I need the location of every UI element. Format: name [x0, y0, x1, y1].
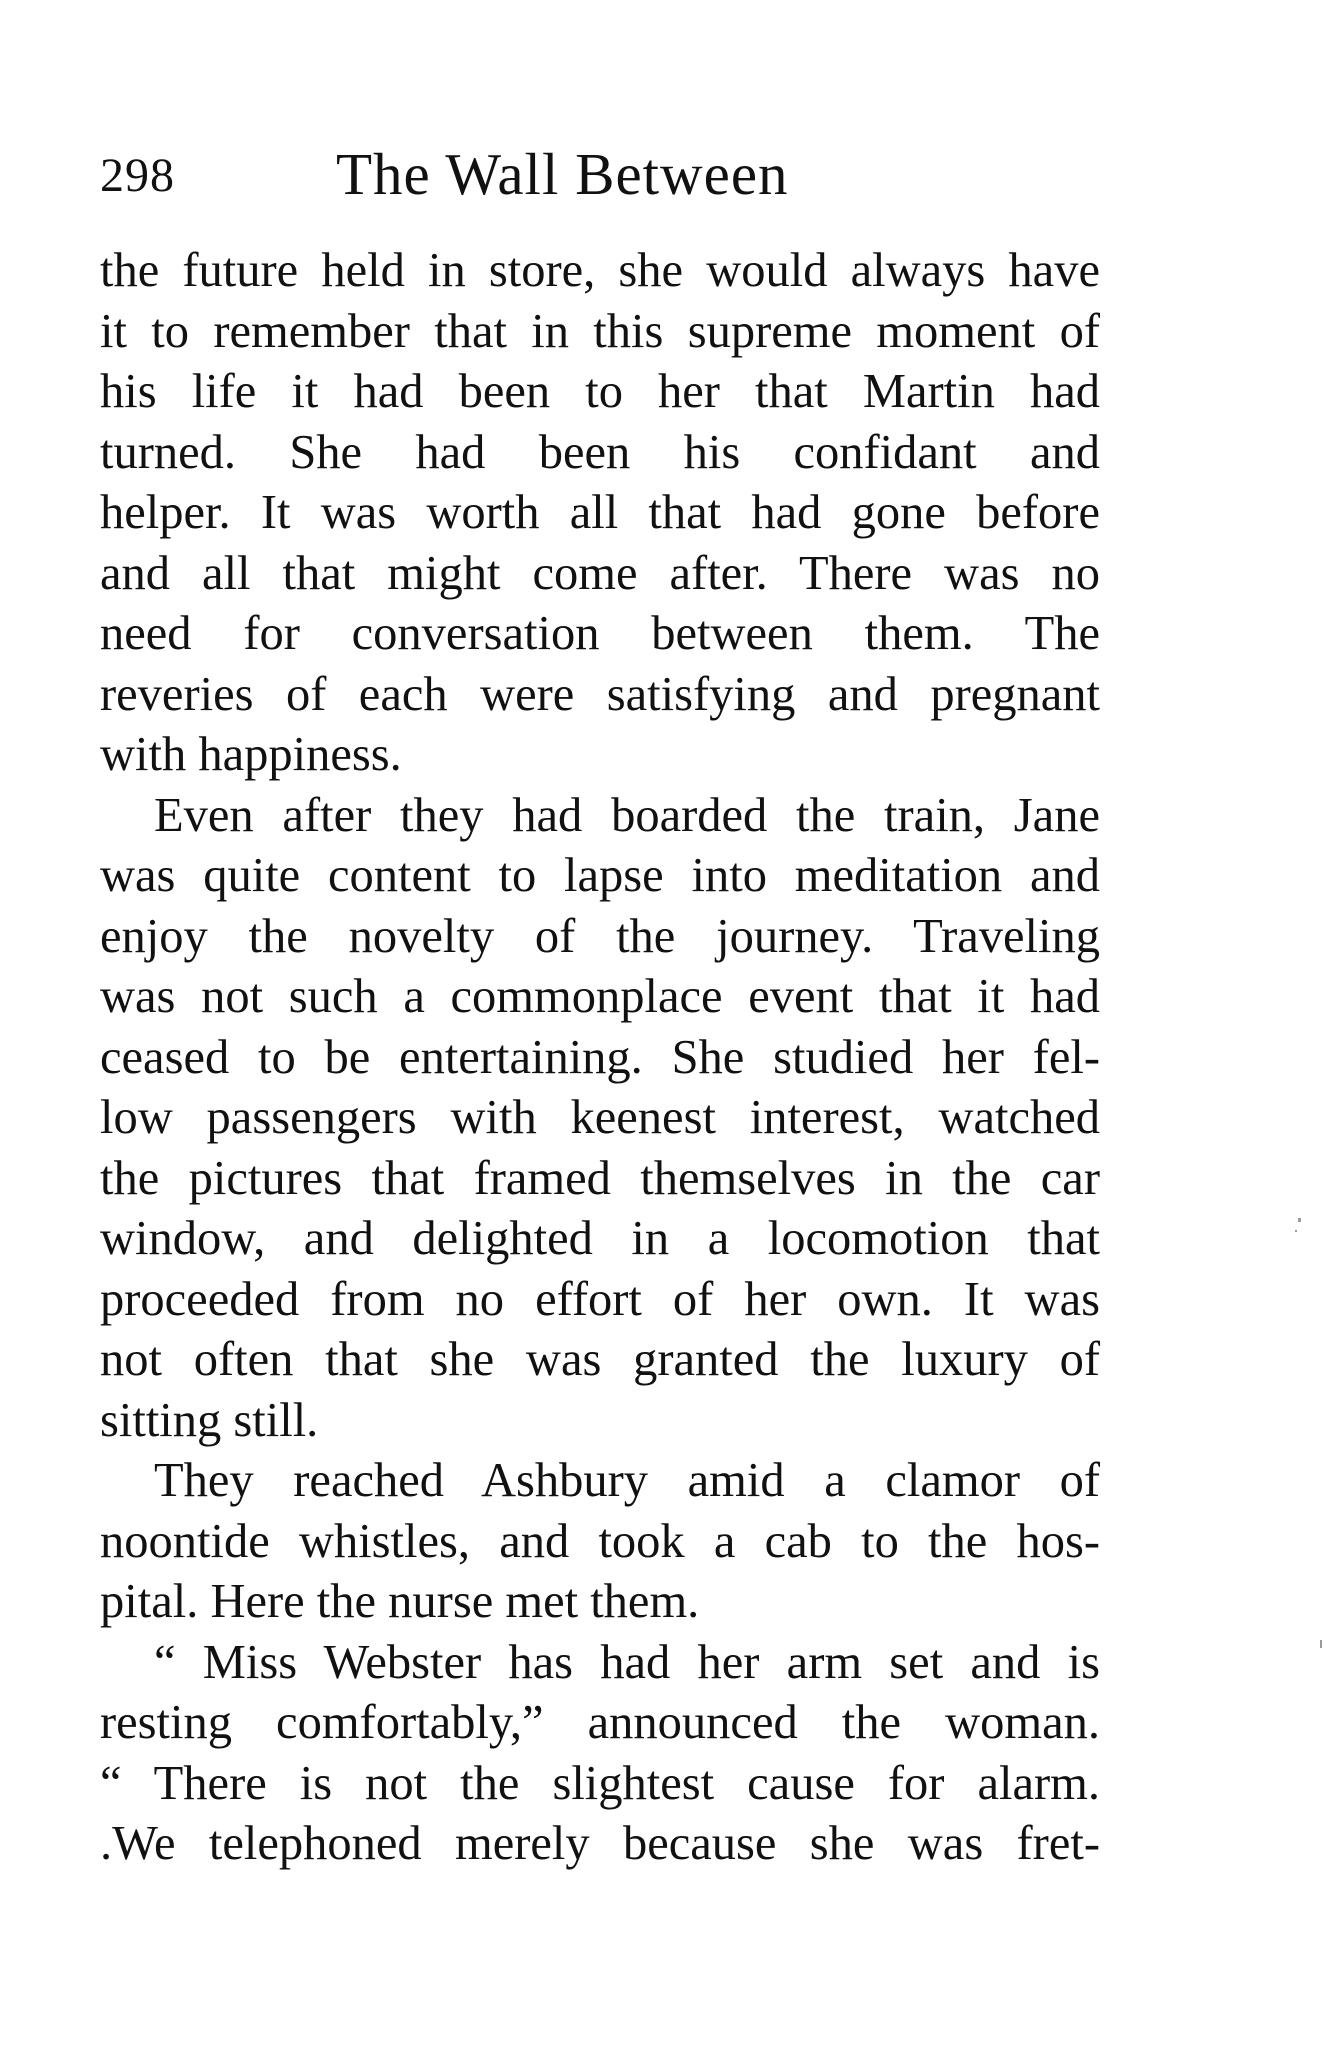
scan-speck	[1295, 1230, 1297, 1232]
text-line: and all that might come after. There was no	[100, 546, 1100, 600]
text-line: .We telephoned merely because she was fret-	[100, 1817, 1100, 1870]
text-line: turned. She had been his confidant and	[100, 425, 1100, 479]
text-line: Even after they had boarded the train, Jane	[154, 788, 1100, 842]
text-line: ceased to be entertaining. She studied her fel-	[100, 1030, 1100, 1084]
scan-speck	[1298, 1218, 1301, 1222]
running-title: The Wall Between	[336, 141, 789, 207]
scan-speck	[1320, 1640, 1322, 1648]
text-line: resting comfortably,” announced the woman.	[100, 1696, 1100, 1749]
text-line: noontide whistles, and took a cab to the hos-	[100, 1514, 1100, 1568]
text-line: the pictures that framed themselves in the car	[100, 1151, 1100, 1205]
text-line: was quite content to lapse into meditation and	[100, 849, 1100, 902]
text-line: enjoy the novelty of the journey. Traveling	[100, 909, 1100, 963]
text-line: low passengers with keenest interest, watched	[100, 1091, 1100, 1144]
page-header	[100, 142, 1100, 212]
body-text	[100, 241, 1100, 1875]
text-line: “ Miss Webster has had her arm set and is	[154, 1635, 1100, 1689]
text-line: his life it had been to her that Martin had	[100, 365, 1100, 418]
text-line: need for conversation between them. The	[100, 607, 1100, 660]
text-line: with happiness.	[100, 728, 402, 781]
text-line: sitting still.	[100, 1393, 319, 1447]
text-line: “ There is not the slightest cause for alarm.	[100, 1756, 1100, 1810]
text-line: helper. It was worth all that had gone before	[100, 486, 1100, 539]
text-line: not often that she was granted the luxury of	[100, 1333, 1100, 1386]
text-line: was not such a commonplace event that it had	[100, 970, 1100, 1023]
page-number: 298	[100, 149, 175, 202]
text-line: They reached Ashbury amid a clamor of	[154, 1454, 1100, 1507]
text-line: pital. Here the nurse met them.	[100, 1575, 700, 1628]
text-line: window, and delighted in a locomotion that	[100, 1212, 1100, 1265]
text-line: it to remember that in this supreme moment of	[100, 304, 1100, 358]
text-line: the future held in store, she would always have	[100, 244, 1100, 297]
text-line: proceeded from no effort of her own. It was	[100, 1272, 1100, 1326]
text-line: reveries of each were satisfying and pregnant	[100, 667, 1100, 721]
